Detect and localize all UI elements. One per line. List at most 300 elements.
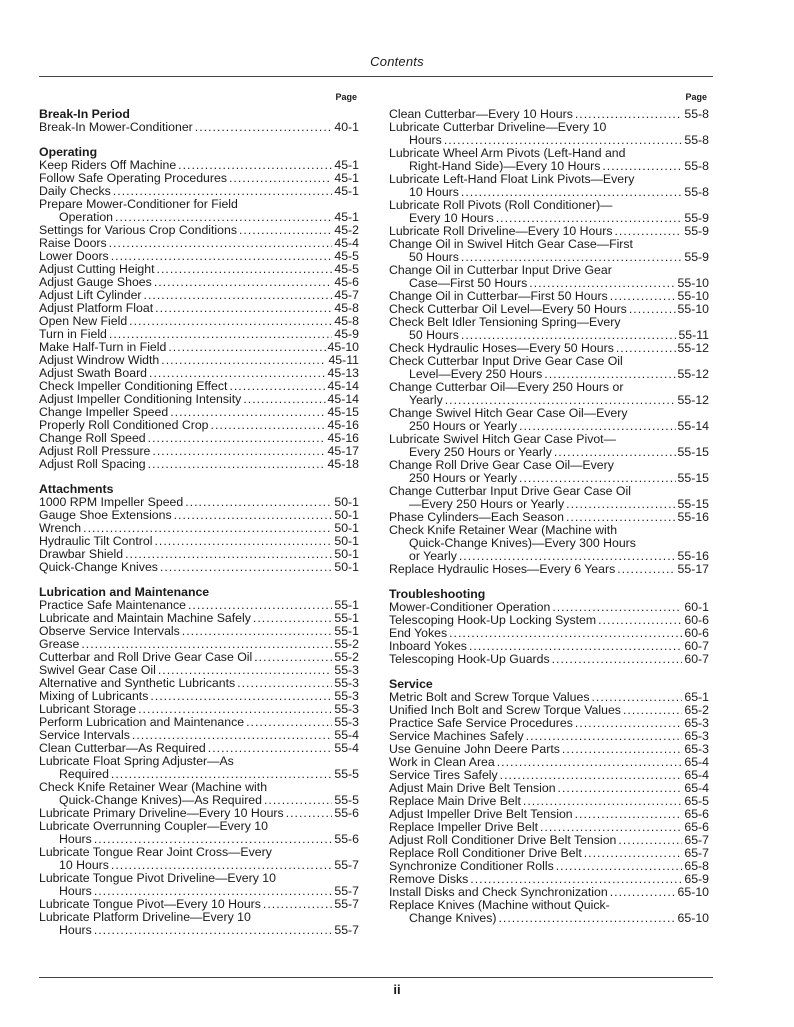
toc-entry-page: 45-15 [327,405,359,419]
toc-entry-title: Synchronize Conditioner Rolls [389,859,554,873]
header-divider [39,76,713,77]
dot-leader [185,496,332,509]
toc-entry-title: Raise Doors [39,236,107,250]
toc-entry[interactable] [389,433,709,459]
toc-entry-page: 40-1 [334,120,359,134]
toc-entry-page: 45-16 [327,431,359,445]
toc-entry-title: Change Knives) [409,911,497,925]
toc-entry-page: 45-9 [334,327,359,341]
toc-entry[interactable] [389,899,709,925]
toc-entry-page: 45-17 [327,444,359,458]
footer-divider [39,977,713,978]
toc-right-column [389,92,709,937]
toc-entry-title: Check Cutterbar Input Drive Gear Case Oil [389,354,623,368]
toc-entry-title: Lubricate Overrunning Coupler—Every 10 [39,819,268,833]
dot-leader [229,172,332,185]
toc-entry[interactable] [389,173,709,199]
toc-entry-page: 55-8 [684,159,709,173]
toc-entry-page: 45-4 [334,236,359,250]
toc-entry-page: 45-1 [334,171,359,185]
dot-leader [617,563,675,576]
toc-entry-page: 45-2 [334,223,359,237]
toc-entry-page: 50-1 [334,560,359,574]
toc-entry-page: 60-7 [684,639,709,653]
toc-entry-page: 55-1 [334,624,359,638]
section-heading: Operating [39,145,98,159]
toc-entry-page: 55-7 [334,923,359,937]
toc-entry-page: 65-9 [684,872,709,886]
toc-entry-title: Replace Roll Conditioner Drive Belt [389,846,582,860]
dot-leader [449,627,682,640]
toc-entry-title: Quick-Change Knives)—As Required [59,793,262,807]
toc-entry[interactable] [39,625,359,638]
dot-leader [160,561,332,574]
toc-entry-title: Inboard Yokes [389,639,467,653]
toc-entry-page: 55-17 [677,562,709,576]
toc-entry-title: Telescoping Hook-Up Locking System [389,613,597,627]
dot-leader [161,354,326,367]
dot-leader [148,458,326,471]
toc-entry-title: Adjust Gauge Shoes [39,275,152,289]
dot-leader [629,303,676,316]
toc-entry-title: Change Oil in Cutterbar Input Drive Gear [389,263,612,277]
toc-entry-title: 10 Hours [59,858,109,872]
toc-entry-title: Change Cutterbar Input Drive Gear Case Oil [389,484,631,498]
toc-entry-title: Lubricate Wheel Arm Pivots (Left-Hand and [389,146,626,160]
toc-entry-title: Adjust Roll Pressure [39,444,151,458]
dot-leader [129,315,332,328]
toc-entry-page: 55-8 [684,107,709,121]
toc-entry-title: Every 10 Hours [409,211,494,225]
toc-entry-page: 45-6 [334,275,359,289]
toc-entry-title: Lubricate Cutterbar Driveline—Every 10 [389,120,607,134]
toc-entry-page: 55-1 [334,611,359,625]
dot-leader [239,224,332,237]
toc-entry-title: Keep Riders Off Machine [39,158,177,172]
toc-entry-page: 45-18 [327,457,359,471]
toc-entry-page: 45-7 [334,288,359,302]
toc-entry-page: 55-8 [684,133,709,147]
toc-entry-title: Drawbar Shield [39,547,124,561]
toc-entry-page: 55-4 [334,741,359,755]
dot-leader [154,276,333,289]
toc-entry-title: Work in Clean Area [389,755,495,769]
toc-entry-title: Make Half-Turn in Field [39,340,167,354]
toc-entry-page: 55-10 [677,302,709,316]
toc-entry-title: Operation [59,210,114,224]
toc-entry-title: Lubricate Float Spring Adjuster—As [39,754,234,768]
toc-entry[interactable] [389,407,709,433]
toc-entry-title: Change Oil in Swivel Hitch Gear Case—First [389,237,633,251]
dot-leader [499,912,676,925]
toc-entry-title: Daily Checks [39,184,111,198]
toc-entry-page: 55-7 [334,897,359,911]
toc-entry[interactable] [389,355,709,381]
toc-entry-page: 55-3 [334,689,359,703]
dot-leader [575,808,683,821]
dot-leader [154,535,332,548]
toc-entry-title: Use Genuine John Deere Parts [389,742,560,756]
toc-entry-page: 45-1 [334,158,359,172]
toc-entry-title: Hours [409,133,442,147]
toc-entry-title: Replace Impeller Drive Belt [389,820,538,834]
toc-entry-page: 65-4 [684,781,709,795]
toc-entry-title: Lower Doors [39,249,109,263]
toc-entry[interactable] [389,238,709,264]
toc-entry-title: Change Roll Drive Gear Case Oil—Every [389,458,614,472]
toc-entry-title: Break-In Mower-Conditioner [39,120,193,134]
toc-entry-title: 50 Hours [409,328,459,342]
toc-entry-page: 45-8 [334,314,359,328]
dot-leader [263,898,332,911]
toc-entry-title: Metric Bolt and Screw Torque Values [389,690,590,704]
toc-entry-title: Check Impeller Conditioning Effect [39,379,228,393]
toc-entry-page: 65-4 [684,768,709,782]
toc-entry-page: 55-3 [334,702,359,716]
dot-leader [157,263,333,276]
dot-leader [552,653,683,666]
toc-entry-page: 55-9 [684,250,709,264]
dot-leader [562,743,682,756]
toc-left-column [39,92,359,949]
toc-entry[interactable] [39,781,359,807]
toc-entry-page: 55-10 [677,276,709,290]
toc-section [39,586,359,937]
toc-entry-title: Lubricate Left-Hand Float Link Pivots—Every [389,172,635,186]
toc-entry-title: Quick-Change Knives)—Every 300 Hours [409,536,636,550]
toc-section [389,108,709,576]
toc-entry-page: 45-14 [327,392,359,406]
toc-entry-page: 45-10 [327,340,359,354]
toc-entry-title: Lubricate Swivel Hitch Gear Case Pivot— [389,432,616,446]
dot-leader [566,498,675,511]
toc-entry-page: 55-9 [684,211,709,225]
toc-entry[interactable] [39,872,359,898]
toc-entry-title: Change Cutterbar Oil—Every 250 Hours or [389,380,624,394]
toc-entry-title: Every 250 Hours or Yearly [409,445,552,459]
toc-entry-title: Telescoping Hook-Up Guards [389,652,550,666]
toc-entry-page: 45-16 [327,418,359,432]
toc-entry-title: Follow Safe Operating Procedures [39,171,227,185]
toc-entry[interactable] [389,121,709,147]
toc-entry-title: Perform Lubrication and Maintenance [39,715,245,729]
dot-leader [558,782,683,795]
toc-entry-page: 65-6 [684,820,709,834]
toc-entry-title: Replace Main Drive Belt [389,794,521,808]
toc-entry-title: Settings for Various Crop Conditions [39,223,237,237]
toc-entry[interactable] [389,199,709,225]
toc-entry-title: Lubricate Tongue Rear Joint Cross—Every [39,845,272,859]
toc-entry-page: 55-15 [677,497,709,511]
toc-entry[interactable] [39,509,359,522]
toc-entry-title: Properly Roll Conditioned Crop [39,418,209,432]
toc-entry-page: 55-11 [678,328,709,342]
toc-section [39,108,359,134]
toc-entry-page: 55-2 [334,637,359,651]
toc-entry-title: Lubricate Primary Driveline—Every 10 Hours [39,806,284,820]
toc-entry-page: 55-6 [334,806,359,820]
toc-entry-page: 65-8 [684,859,709,873]
toc-entry-title: Service Machines Safely [389,729,524,743]
toc-entry-title: Required [59,767,109,781]
toc-entry-title: Wrench [39,521,82,535]
toc-entry-title: Unified Inch Bolt and Screw Torque Values [389,703,621,717]
toc-entry-page: 65-10 [677,911,709,925]
section-heading: Service [389,677,433,691]
toc-entry[interactable] [389,147,709,173]
toc-entry-page: 45-5 [334,262,359,276]
toc-entry[interactable] [389,485,709,511]
dot-leader [195,121,333,134]
toc-entry-page: 55-15 [677,445,709,459]
toc-entry-page: 50-1 [334,547,359,561]
toc-entry-page: 45-14 [327,379,359,393]
toc-entry-title: Adjust Roll Conditioner Drive Belt Tension [389,833,617,847]
toc-entry-page: 60-7 [684,652,709,666]
toc-entry-page: 65-3 [684,742,709,756]
toc-entry-title: Remove Disks [389,872,469,886]
toc-entry-title: Turn in Field [39,327,107,341]
toc-entry-page: 55-10 [677,289,709,303]
toc-entry-title: Clean Cutterbar—Every 10 Hours [389,107,573,121]
toc-section [39,483,359,574]
toc-entry-title: Check Hydraulic Hoses—Every 50 Hours [389,341,614,355]
toc-entry-page: 65-2 [684,703,709,717]
dot-leader [229,380,325,393]
toc-entry-page: 55-7 [334,858,359,872]
toc-entry-page: 55-3 [334,715,359,729]
toc-entry-title: Cutterbar and Roll Drive Gear Case Oil [39,650,253,664]
toc-entry-page: 60-6 [684,626,709,640]
toc-entry-page: 55-5 [334,767,359,781]
dot-leader [174,509,333,522]
toc-entry-title: 10 Hours [409,185,459,199]
toc-entry-page: 65-5 [684,794,709,808]
toc-entry-page: 55-3 [334,676,359,690]
toc-entry-page: 45-1 [334,184,359,198]
dot-leader [497,756,683,769]
dot-leader [148,432,326,445]
toc-entry-title: Prepare Mower-Conditioner for Field [39,197,238,211]
toc-entry[interactable] [389,459,709,485]
toc-entry-page: 50-1 [334,534,359,548]
toc-entry-title: Check Knife Retainer Wear (Machine with [39,780,268,794]
toc-entry-page: 65-7 [684,846,709,860]
toc-entry-title: Service Intervals [39,728,130,742]
toc-entry[interactable] [389,653,709,666]
dot-leader [243,393,325,406]
toc-entry-title: Mower-Conditioner Operation [389,600,551,614]
toc-entry-title: Lubricate Tongue Pivot—Every 10 Hours [39,897,261,911]
toc-entry-title: 250 Hours or Yearly [409,471,518,485]
toc-section [39,146,359,471]
dot-leader [623,704,682,717]
toc-entry-page: 55-14 [677,419,709,433]
toc-entry-page: 55-15 [677,471,709,485]
toc-entry-title: Adjust Cutting Height [39,262,155,276]
toc-entry-title: Adjust Impeller Conditioning Intensity [39,392,242,406]
section-heading: Lubrication and Maintenance [39,585,210,599]
toc-entry-page: 55-12 [677,367,709,381]
toc-entry-page: 55-1 [334,598,359,612]
toc-entry-title: 1000 RPM Impeller Speed [39,495,184,509]
toc-entry-title: Clean Cutterbar—As Required [39,741,206,755]
dot-leader [109,237,333,250]
toc-entry-title: Yearly [409,393,443,407]
toc-entry-title: Observe Service Intervals [39,624,180,638]
toc-entry-title: Hours [59,884,92,898]
toc-entry-page: 50-1 [334,521,359,535]
toc-entry-title: Alternative and Synthetic Lubricants [39,676,236,690]
toc-entry-title: Adjust Windrow Width [39,353,160,367]
toc-entry-page: 65-1 [684,690,709,704]
toc-entry-page: 55-8 [684,185,709,199]
dot-leader [584,847,683,860]
toc-entry-title: Hours [59,923,92,937]
toc-entry-page: 55-6 [334,832,359,846]
toc-entry-title: Adjust Platform Float [39,301,154,315]
toc-entry-title: 50 Hours [409,250,459,264]
toc-entry[interactable] [39,121,359,134]
toc-entry[interactable] [389,524,709,563]
dot-leader [254,651,332,664]
toc-entry[interactable] [39,846,359,872]
toc-entry-page: 45-8 [334,301,359,315]
toc-entry-title: Change Oil in Cutterbar—First 50 Hours [389,289,608,303]
toc-entry-page: 60-1 [684,600,709,614]
toc-entry-title: Change Impeller Speed [39,405,169,419]
toc-entry-page: 55-2 [334,650,359,664]
page-column-label: Page [685,92,707,102]
toc-entry[interactable] [389,316,709,342]
toc-entry-title: Phase Cylinders—Each Season [389,510,564,524]
page-number: ii [393,982,401,997]
dot-leader [556,860,683,873]
toc-entry-title: Level—Every 250 Hours [409,367,543,381]
toc-entry[interactable] [39,458,359,471]
dot-leader [610,886,676,899]
toc-entry-title: Change Swivel Hitch Gear Case Oil—Every [389,406,628,420]
toc-section [389,588,709,666]
toc-entry-title: Check Knife Retainer Wear (Machine with [389,523,618,537]
toc-entry-title: Gauge Shoe Extensions [39,508,172,522]
toc-entry-title: Quick-Change Knives [39,560,158,574]
toc-entry-page: 55-9 [684,224,709,238]
section-heading: Attachments [39,482,114,496]
toc-entry-page: 65-10 [677,885,709,899]
toc-entry-title: Check Belt Idler Tensioning Spring—Every [389,315,621,329]
toc-entry-title: Adjust Impeller Drive Belt Tension [389,807,573,821]
toc-entry-title: Check Cutterbar Oil Level—Every 50 Hours [389,302,627,316]
toc-entry-title: Hours [59,832,92,846]
toc-entry-title: or Yearly [409,549,457,563]
toc-entry-page: 45-13 [327,366,359,380]
toc-entry[interactable] [39,561,359,574]
toc-entry-title: Install Disks and Check Synchronization [389,885,608,899]
dot-leader [144,289,333,302]
dot-leader [182,625,333,638]
toc-entry-page: 45-5 [334,249,359,263]
toc-entry-page: 65-6 [684,807,709,821]
page-column-label: Page [335,92,357,102]
page-header-title: Contents [370,54,424,69]
toc-entry-page: 45-11 [328,353,359,367]
toc-entry-page: 55-7 [334,884,359,898]
toc-entry-title: Practice Safe Maintenance [39,598,186,612]
toc-entry-title: Adjust Swath Board [39,366,148,380]
toc-entry-page: 65-3 [684,729,709,743]
toc-entry-page: 45-1 [334,210,359,224]
toc-entry[interactable] [389,264,709,290]
toc-entry-title: Lubricate Platform Driveline—Every 10 [39,910,251,924]
dot-leader [237,677,332,690]
toc-entry-page: 55-12 [677,393,709,407]
toc-entry-title: Swivel Gear Case Oil [39,663,156,677]
toc-entry-page: 55-16 [677,549,709,563]
toc-entry[interactable] [39,911,359,937]
toc-entry-page: 65-4 [684,755,709,769]
dot-leader [211,419,326,432]
toc-entry[interactable] [39,755,359,781]
toc-entry[interactable] [39,198,359,224]
toc-entry-title: Replace Hydraulic Hoses—Every 6 Years [389,562,616,576]
toc-entry-page: 65-3 [684,716,709,730]
toc-section [389,678,709,925]
toc-entry-page: 55-5 [334,793,359,807]
toc-entry-title: Service Tires Safely [389,768,498,782]
toc-entry-title: Grease [39,637,80,651]
section-heading: Break-In Period [39,107,130,121]
toc-entry[interactable] [39,820,359,846]
dot-leader [598,614,682,627]
toc-entry-title: Mixing of Lubricants [39,689,149,703]
dot-leader [253,612,332,625]
toc-entry-page: 50-1 [334,495,359,509]
toc-entry-title: Right-Hand Side)—Every 10 Hours [409,159,601,173]
toc-entry-title: Lubricant Storage [39,702,137,716]
toc-entry-title: Adjust Lift Cylinder [39,288,142,302]
toc-entry-title: Lubricate Roll Pivots (Roll Conditioner)— [389,198,613,212]
dot-leader [150,690,332,703]
toc-entry-title: 250 Hours or Yearly [409,419,518,433]
toc-entry-title: Open New Field [39,314,128,328]
toc-entry-title: Practice Safe Service Procedures [389,716,573,730]
toc-entry[interactable] [389,381,709,407]
toc-entry-title: End Yokes [389,626,448,640]
toc-entry-page: 55-16 [677,510,709,524]
dot-leader [575,717,683,730]
toc-entry-title: Lubricate Roll Driveline—Every 10 Hours [389,224,613,238]
dot-leader [152,445,325,458]
toc-entry-page: 60-6 [684,613,709,627]
toc-entry-title: —Every 250 Hours or Yearly [409,497,565,511]
toc-entry[interactable] [389,563,709,576]
dot-leader [94,924,333,937]
toc-entry-page: 55-4 [334,728,359,742]
toc-entry-page: 55-12 [677,341,709,355]
toc-entry-title: Lubricate Tongue Pivot Driveline—Every 10 [39,871,276,885]
toc-entry-title: Lubricate and Maintain Machine Safely [39,611,251,625]
section-heading: Troubleshooting [389,587,486,601]
dot-leader [618,834,682,847]
dot-leader [286,807,333,820]
toc-entry-title: Case—First 50 Hours [409,276,528,290]
dot-leader [246,716,332,729]
dot-leader [616,342,676,355]
toc-entry-page: 55-3 [334,663,359,677]
dot-leader [155,302,332,315]
toc-entry-title: Replace Knives (Machine without Quick- [389,898,610,912]
